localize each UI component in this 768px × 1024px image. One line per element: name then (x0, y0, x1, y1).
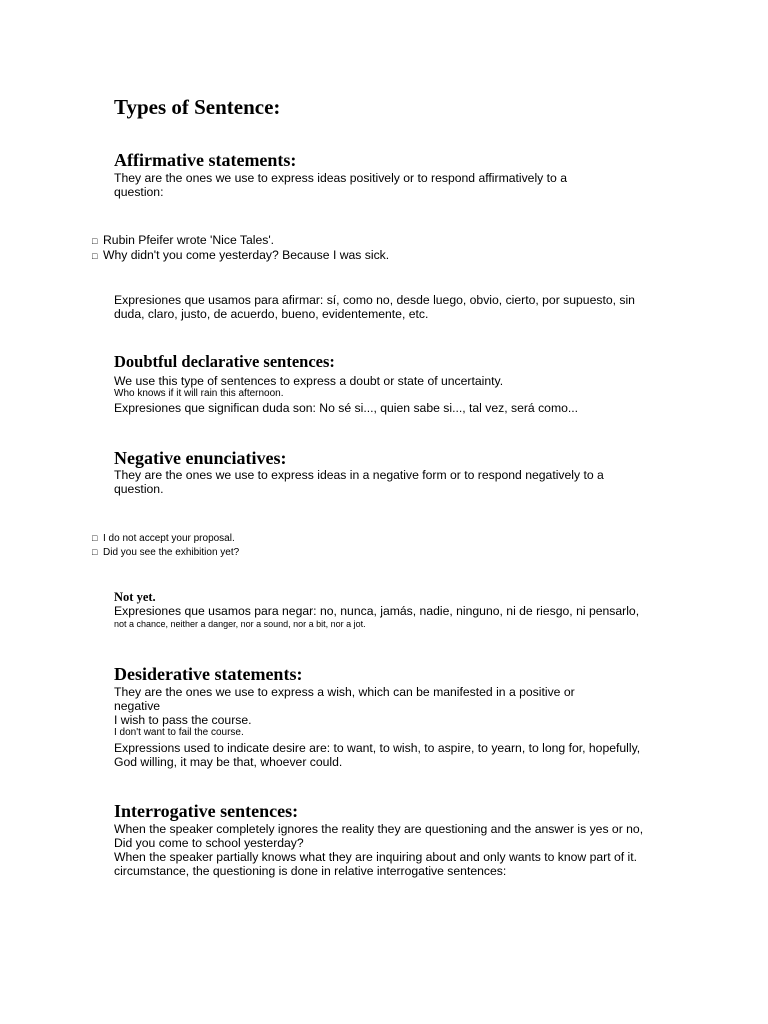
affirmative-description-line-2: question: (114, 185, 164, 199)
doubtful-example: Who knows if it will rain this afternoon. (114, 388, 284, 399)
affirmative-expressions-line-1: Expresiones que usamos para afirmar: sí, como no, desde luego, obvio, cierto, por supuesto, sin (114, 293, 635, 307)
section-heading-negative: Negative enunciatives: (114, 448, 287, 468)
section-heading-desiderative: Desiderative statements: (114, 664, 303, 684)
negative-description-line-2: question. (114, 482, 164, 496)
list-item-text: Why didn't you come yesterday? Because I was sick. (103, 248, 390, 262)
desiderative-description-line-2: negative (114, 699, 161, 713)
doubtful-expressions: Expresiones que significan duda son: No sé si..., quien sabe si..., tal vez, será como... (114, 401, 579, 415)
bullet-icon: □ (92, 236, 98, 246)
negative-expressions: Expresiones que usamos para negar: no, nunca, jamás, nadie, ninguno, ni de riesgo, ni pensarlo, (114, 604, 640, 618)
list-item (92, 546, 239, 559)
desiderative-example-2: I don't want to fail the course. (114, 727, 244, 738)
section-heading-doubtful: Doubtful declarative sentences: (114, 352, 335, 371)
list-item-text: I do not accept your proposal. (103, 533, 235, 544)
desiderative-example-1: I wish to pass the course. (114, 713, 252, 727)
desiderative-expressions-line-1: Expressions used to indicate desire are: to want, to wish, to aspire, to yearn, to long for, hopefully, (114, 741, 641, 755)
desiderative-expressions-line-2: God willing, it may be that, whoever could. (114, 755, 343, 769)
affirmative-description-line-1: They are the ones we use to express ideas positively or to respond affirmatively to a (114, 171, 567, 185)
list-item (92, 248, 389, 263)
interrogative-line-1: When the speaker completely ignores the reality they are questioning and the answer is yes or no, (114, 822, 644, 836)
page-title: Types of Sentence: (114, 95, 281, 119)
list-item (92, 532, 235, 545)
desiderative-description-line-1: They are the ones we use to express a wish, which can be manifested in a positive or (114, 685, 575, 699)
doubtful-description: We use this type of sentences to express a doubt or state of uncertainty. (114, 374, 504, 388)
section-heading-interrogative: Interrogative sentences: (114, 801, 299, 821)
interrogative-line-2: Did you come to school yesterday? (114, 836, 304, 850)
list-item-text: Did you see the exhibition yet? (103, 547, 240, 558)
bullet-icon: □ (92, 547, 98, 557)
bullet-icon: □ (92, 251, 98, 261)
bullet-icon: □ (92, 533, 98, 543)
negative-answer: Not yet. (114, 590, 156, 604)
interrogative-line-4: circumstance, the questioning is done in relative interrogative sentences: (114, 864, 507, 878)
list-item-text: Rubin Pfeifer wrote 'Nice Tales'. (103, 233, 275, 247)
negative-description-line-1: They are the ones we use to express ideas in a negative form or to respond negatively to a (114, 468, 604, 482)
negative-expressions-small: not a chance, neither a danger, nor a sound, nor a bit, nor a jot. (114, 619, 366, 629)
interrogative-line-3: When the speaker partially knows what they are inquiring about and only wants to know part of it. (114, 850, 637, 864)
list-item (92, 233, 274, 248)
section-heading-affirmative: Affirmative statements: (114, 150, 297, 170)
affirmative-expressions-line-2: duda, claro, justo, de acuerdo, bueno, evidentemente, etc. (114, 307, 429, 321)
